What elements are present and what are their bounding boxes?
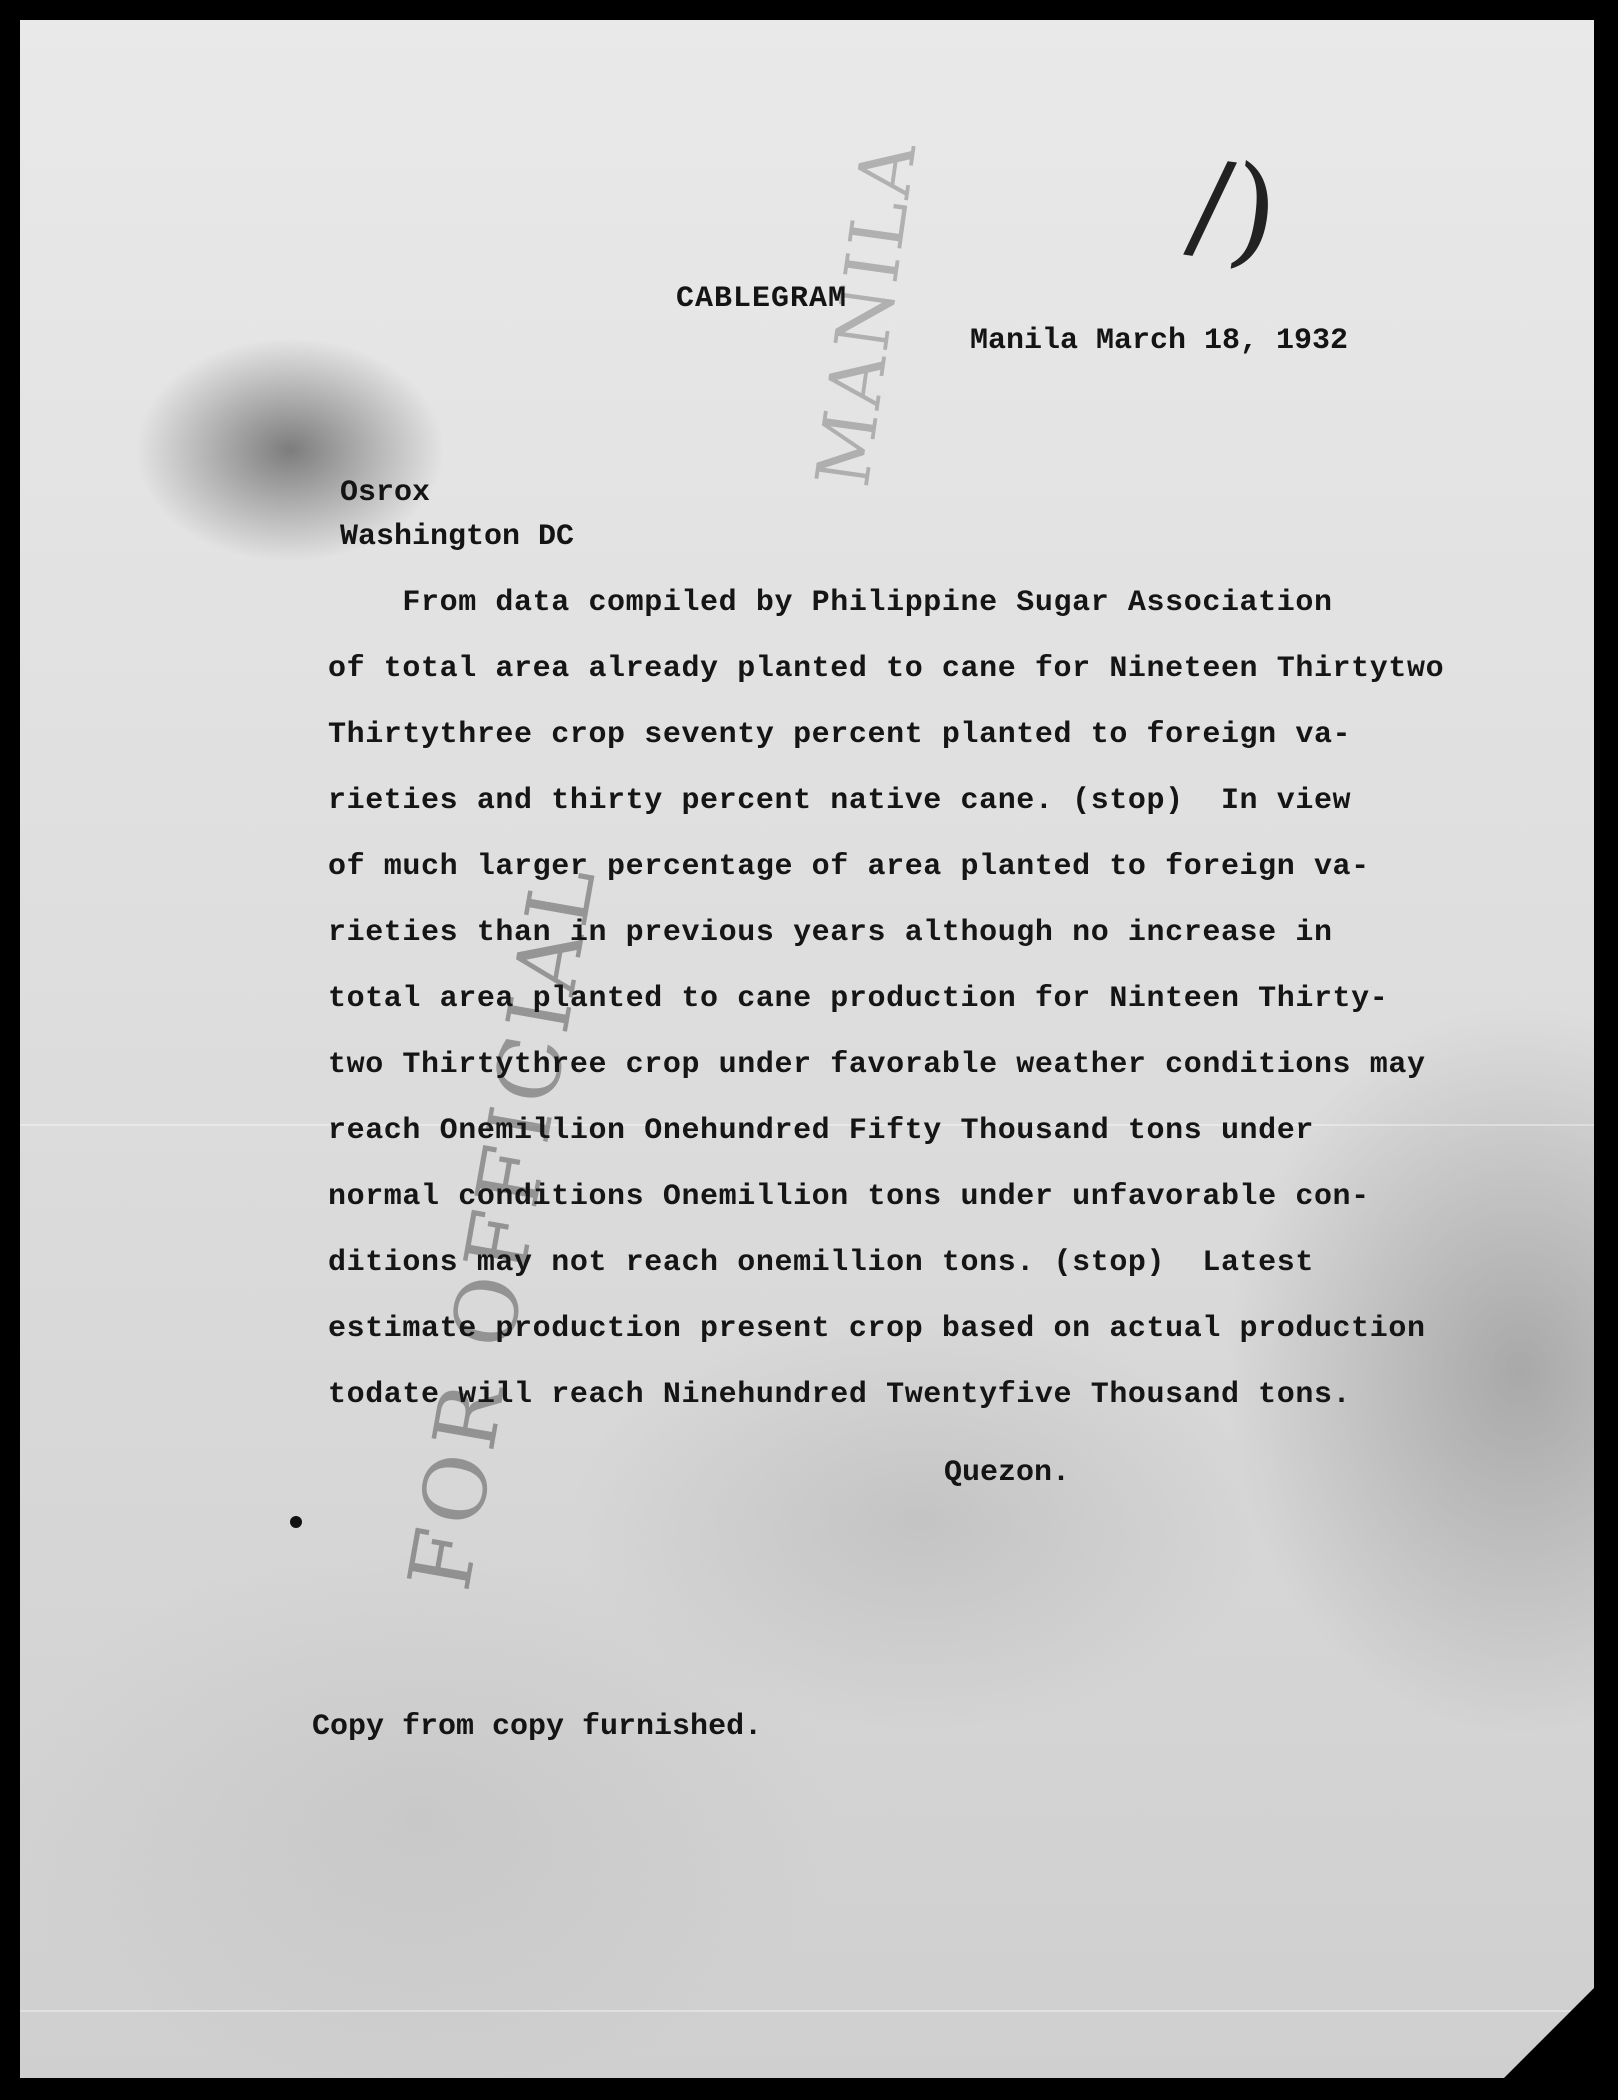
copy-note: Copy from copy furnished. — [312, 1710, 763, 1744]
body-line: From data compiled by Philippine Sugar Association — [328, 586, 1333, 620]
paper-crease — [20, 2010, 1594, 2012]
punch-hole-mark — [290, 1516, 302, 1528]
signature: Quezon. — [944, 1456, 1071, 1490]
body-line: total area planted to cane production for Ninteen Thirty- — [328, 982, 1389, 1016]
body-line: reach Onemillion Onehundred Fifty Thousand tons under — [328, 1114, 1314, 1148]
body-line: rieties and thirty percent native cane. (stop) In view — [328, 784, 1352, 818]
body-line: todate will reach Ninehundred Twentyfive Thousand tons. — [328, 1378, 1352, 1412]
document-sheet — [20, 20, 1594, 2078]
address-line-1: Osrox — [340, 476, 431, 510]
address-line-2: Washington DC — [340, 520, 575, 554]
body-line: Thirtythree crop seventy percent planted to foreign va- — [328, 718, 1352, 752]
dateline: Manila March 18, 1932 — [970, 324, 1349, 358]
body-line: rieties than in previous years although no increase in — [328, 916, 1333, 950]
body-line: ditions may not reach onemillion tons. (stop) Latest — [328, 1246, 1314, 1280]
body-line: normal conditions Onemillion tons under unfavorable con- — [328, 1180, 1370, 1214]
body-line: of total area already planted to cane for Nineteen Thirtytwo — [328, 652, 1445, 686]
faded-stamp-vertical: FOR OFFICIAL — [390, 854, 617, 1598]
body-line: two Thirtythree crop under favorable weather conditions may — [328, 1048, 1426, 1082]
body-line: estimate production present crop based on actual production — [328, 1312, 1426, 1346]
body-line: of much larger percentage of area planted to foreign va- — [328, 850, 1370, 884]
pencil-mark: /) — [1180, 134, 1287, 285]
document-title: CABLEGRAM — [676, 282, 848, 316]
faded-stamp-top: MANILA — [800, 133, 934, 492]
torn-corner — [1504, 1988, 1594, 2078]
